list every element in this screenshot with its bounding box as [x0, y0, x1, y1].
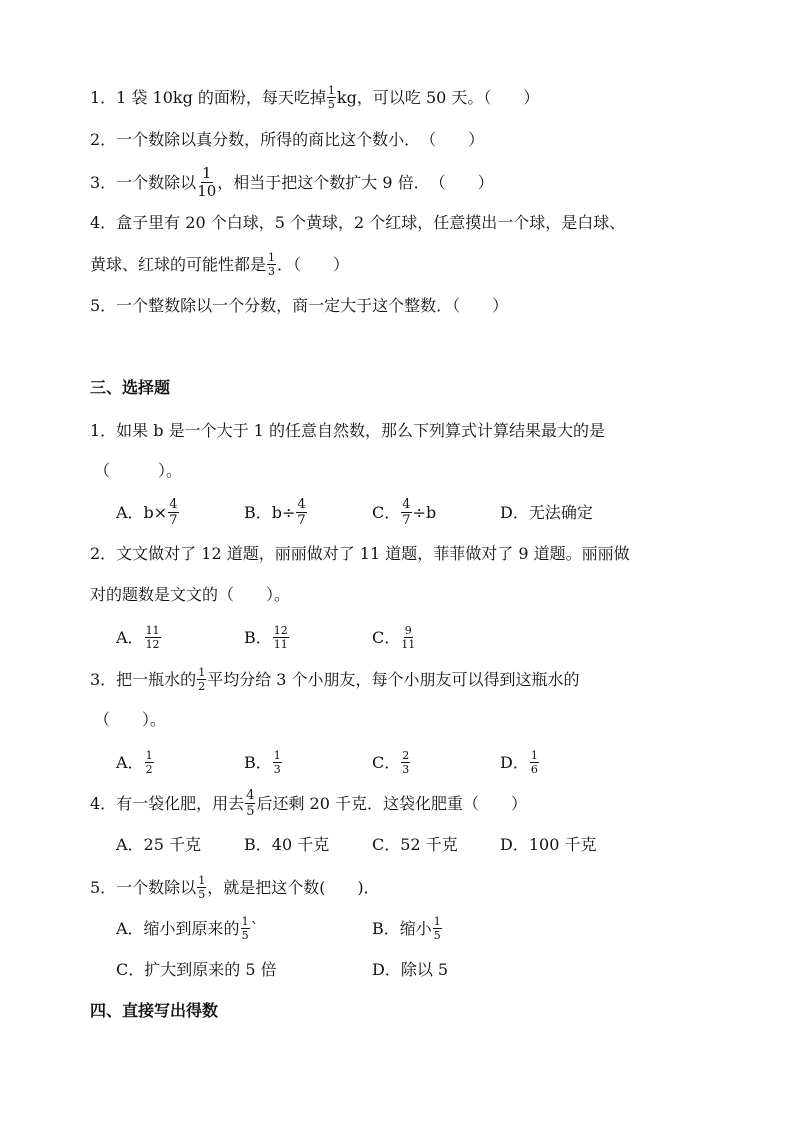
q4-stem: 4．有一袋化肥，用去 $\frac{4}{5}$ 后还剩 20 千克．这袋化肥重（ ） — [90, 788, 528, 819]
q5-options-row-2 — [0, 955, 794, 985]
q2-option-c[interactable]: C． $\frac{9}{11}$ — [372, 624, 416, 651]
fraction: $\frac{1}{3}$ — [268, 251, 276, 278]
q1-option-d[interactable]: D．无法确定 — [500, 502, 593, 522]
q1-stem: 1．如果 b 是一个大于 1 的任意自然数，那么下列算式计算结果最大的是 — [90, 421, 605, 440]
q4-option-a[interactable]: A．25 千克 — [116, 835, 202, 854]
q2-option-a[interactable]: A． $\frac{11}{12}$ — [116, 624, 160, 651]
judge-item-1-text-after: kg，可以吃 50 天。（ ） — [336, 87, 540, 107]
fraction: $\frac{1}{5}$ — [198, 874, 206, 901]
fraction: $\frac{1}{5}$ — [433, 915, 441, 942]
fraction: $\frac{4}{7}$ — [402, 497, 411, 528]
q4-options — [0, 830, 794, 860]
q5-options-row-1 — [0, 913, 794, 943]
fraction: $\frac{12}{11}$ — [273, 624, 288, 651]
q5-option-b[interactable]: B．缩小 $\frac{1}{5}$ — [372, 915, 441, 942]
q1-option-c[interactable]: C． $\frac{4}{7}$ ÷b — [372, 497, 437, 528]
q3-option-a[interactable]: A． $\frac{1}{2}$ — [116, 749, 153, 776]
judge-item-1-text-before: 1．1 袋 10kg 的面粉，每天吃掉 — [90, 87, 326, 107]
q3-option-d[interactable]: D． $\frac{1}{6}$ — [500, 749, 538, 776]
q3-blank: （ ）。 — [94, 710, 167, 729]
fraction: $\frac{4}{7}$ — [169, 497, 178, 528]
judge-item-1 — [90, 82, 794, 112]
q5-option-c[interactable]: C．扩大到原来的 5 倍 — [116, 960, 277, 979]
q4-option-d[interactable]: D．100 千克 — [500, 835, 597, 854]
judge-item-2: 2．一个数除以真分数，所得的商比这个数小． （ ） — [90, 129, 485, 149]
fraction: $\frac{1}{2}$ — [198, 666, 206, 693]
fraction: $\frac{1}{2}$ — [145, 749, 153, 776]
q2-options — [0, 622, 794, 652]
judge-item-4-line-1: 4．盒子里有 20 个白球，5 个黄球，2 个红球，任意摸出一个球，是白球、 — [90, 212, 626, 232]
q4-option-c[interactable]: C．52 千克 — [372, 835, 458, 854]
q2-option-b[interactable]: B． $\frac{12}{11}$ — [244, 624, 288, 651]
judge-item-5: 5．一个整数除以一个分数，商一定大于这个整数．（ ） — [90, 295, 509, 315]
fraction: $\frac{1}{3}$ — [273, 749, 281, 776]
fraction: $\frac{1}{5}$ — [327, 84, 335, 111]
fraction: $\frac{4}{7}$ — [297, 497, 306, 528]
q5-option-d[interactable]: D．除以 5 — [372, 960, 449, 979]
section-4-title: 四、直接写出得数 — [90, 1001, 219, 1020]
fraction: $\frac{1}{5}$ — [241, 915, 249, 942]
q5-stem: 5．一个数除以 $\frac{1}{5}$ ，就是把这个数( )． — [90, 874, 380, 901]
q2-stem-line-2: 对的题数是文文的（ ）。 — [90, 585, 291, 604]
q1-option-b[interactable]: B．b÷ $\frac{4}{7}$ — [244, 497, 306, 528]
q3-stem: 3．把一瓶水的 $\frac{1}{2}$ 平均分给 3 个小朋友，每个小朋友可以得到这瓶水的 — [90, 666, 580, 693]
q3-options — [0, 747, 794, 777]
fraction: $\frac{9}{11}$ — [401, 624, 416, 651]
q1-options — [0, 497, 794, 527]
section-3-title: 三、选择题 — [90, 378, 171, 397]
q5-option-a[interactable]: A．缩小到原来的 $\frac{1}{5}$ ` — [116, 915, 259, 942]
fraction: $\frac{11}{12}$ — [145, 624, 160, 651]
fraction: $\frac{1}{10}$ — [197, 164, 217, 200]
fraction: $\frac{4}{5}$ — [246, 788, 255, 819]
judge-item-4-line-2: 黄球、红球的可能性都是 $\frac{1}{3}$ ．（ ） — [90, 251, 350, 278]
q1-option-a[interactable]: A．b× $\frac{4}{7}$ — [116, 497, 178, 528]
q4-option-b[interactable]: B．40 千克 — [244, 835, 330, 854]
judge-item-3: 3．一个数除以 $\frac{1}{10}$ ，相当于把这个数扩大 9 倍． （ ） — [90, 164, 494, 200]
q3-option-c[interactable]: C． $\frac{2}{3}$ — [372, 749, 410, 776]
q1-blank: （ ）。 — [94, 461, 183, 480]
q2-stem-line-1: 2．文文做对了 12 道题，丽丽做对了 11 道题，菲菲做对了 9 道题。丽丽做 — [90, 544, 630, 563]
fraction: $\frac{1}{6}$ — [530, 749, 538, 776]
fraction: $\frac{2}{3}$ — [402, 749, 410, 776]
q3-option-b[interactable]: B． $\frac{1}{3}$ — [244, 749, 281, 776]
